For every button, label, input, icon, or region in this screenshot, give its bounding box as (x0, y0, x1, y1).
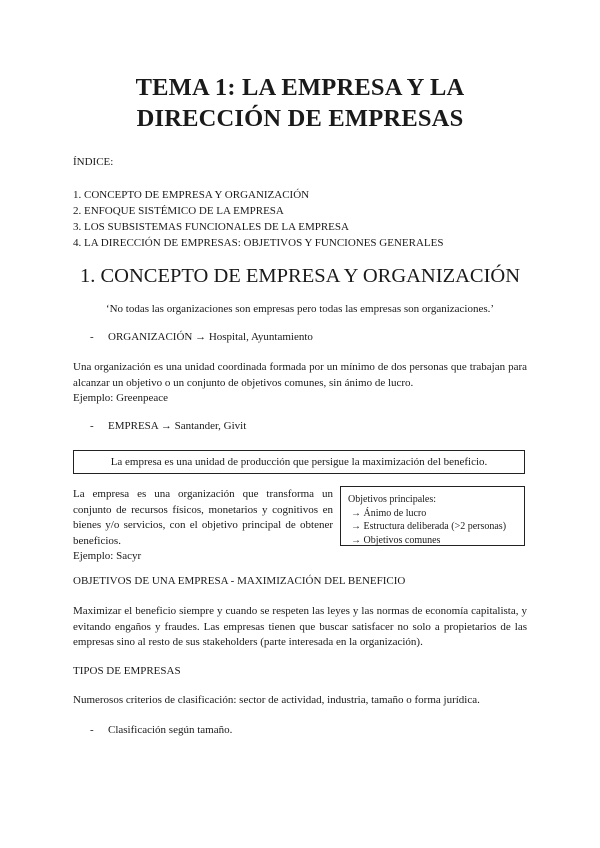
section1-heading: 1. CONCEPTO DE EMPRESA Y ORGANIZACIÓN (79, 265, 521, 287)
bullet-dash: - (90, 420, 94, 432)
index-item-1: 1. CONCEPTO DE EMPRESA Y ORGANIZACIÓN (73, 189, 310, 201)
empresa-bullet: EMPRESA → Santander, Givit (108, 420, 247, 432)
objectives-box-item: → Ánimo de lucro (351, 507, 427, 519)
empresa-definition-box: La empresa es una unidad de producción que persigue la maximización del beneficio. (73, 450, 525, 474)
objectives-box-item: → Objetivos comunes (351, 534, 441, 546)
objectives-para-line2: evitando engaños y fraudes. Las empresas tienen que buscar satisfacer no solo a propietarios de las (73, 621, 527, 633)
objectives-box (340, 486, 525, 546)
empresa-para-line: beneficios. (73, 534, 121, 547)
types-para: Numerosos criterios de clasificación: sector de actividad, industria, tamaño o forma jurídica. (73, 694, 480, 706)
index-item-3: 3. LOS SUBSISTEMAS FUNCIONALES DE LA EMPRESA (73, 221, 349, 233)
empresa-para-line: bienes y/o servicios, con el objetivo principal de obtener (73, 519, 333, 531)
empresa-paragraph (73, 487, 333, 565)
index-item-4: 4. LA DIRECCIÓN DE EMPRESAS: OBJETIVOS Y FUNCIONES GENERALES (73, 237, 444, 249)
org-bullet: ORGANIZACIÓN → Hospital, Ayuntamiento (108, 331, 313, 343)
org-para-line2: alcanzar un objetivo o un conjunto de objetivos comunes, sin ánimo de lucro. (73, 377, 414, 389)
bullet-dash: - (90, 331, 94, 343)
size-bullet: Clasificación según tamaño. (108, 724, 233, 736)
empresa-example: Ejemplo: Sacyr (73, 550, 142, 562)
objectives-heading: OBJETIVOS DE UNA EMPRESA - MAXIMIZACIÓN DEL BENEFICIO (73, 575, 406, 587)
org-example: Ejemplo: Greenpeace (73, 392, 168, 404)
empresa-para-line: conjunto de recursos físicos, monetarios y cognitivos en (73, 503, 333, 516)
empresa-para-line: La empresa es una organización que transforma un (73, 488, 333, 500)
objectives-para-line3: empresas sino al resto de sus stakeholders (parte interesada en la organización). (73, 636, 423, 648)
types-heading: TIPOS DE EMPRESAS (73, 665, 181, 677)
quote: ‘No todas las organizaciones son empresas pero todas las empresas son organizaciones.’ (105, 303, 495, 315)
index-label: ÍNDICE: (73, 156, 114, 168)
objectives-box-item: → Estructura deliberada (>2 personas) (351, 521, 507, 532)
objectives-box-title: Objetivos principales: (348, 494, 437, 505)
index-item-2: 2. ENFOQUE SISTÉMICO DE LA EMPRESA (73, 205, 284, 217)
objectives-para-line1: Maximizar el beneficio siempre y cuando se respeten las leyes y las normas de economía capitalista, y (73, 605, 527, 617)
org-para-line1: Una organización es una unidad coordinada formada por un mínimo de dos personas que trabajan para (73, 361, 527, 373)
page-title-line1: TEMA 1: LA EMPRESA Y LA (135, 74, 465, 101)
bullet-dash: - (90, 724, 94, 736)
page-title-line2: DIRECCIÓN DE EMPRESAS (136, 105, 464, 132)
